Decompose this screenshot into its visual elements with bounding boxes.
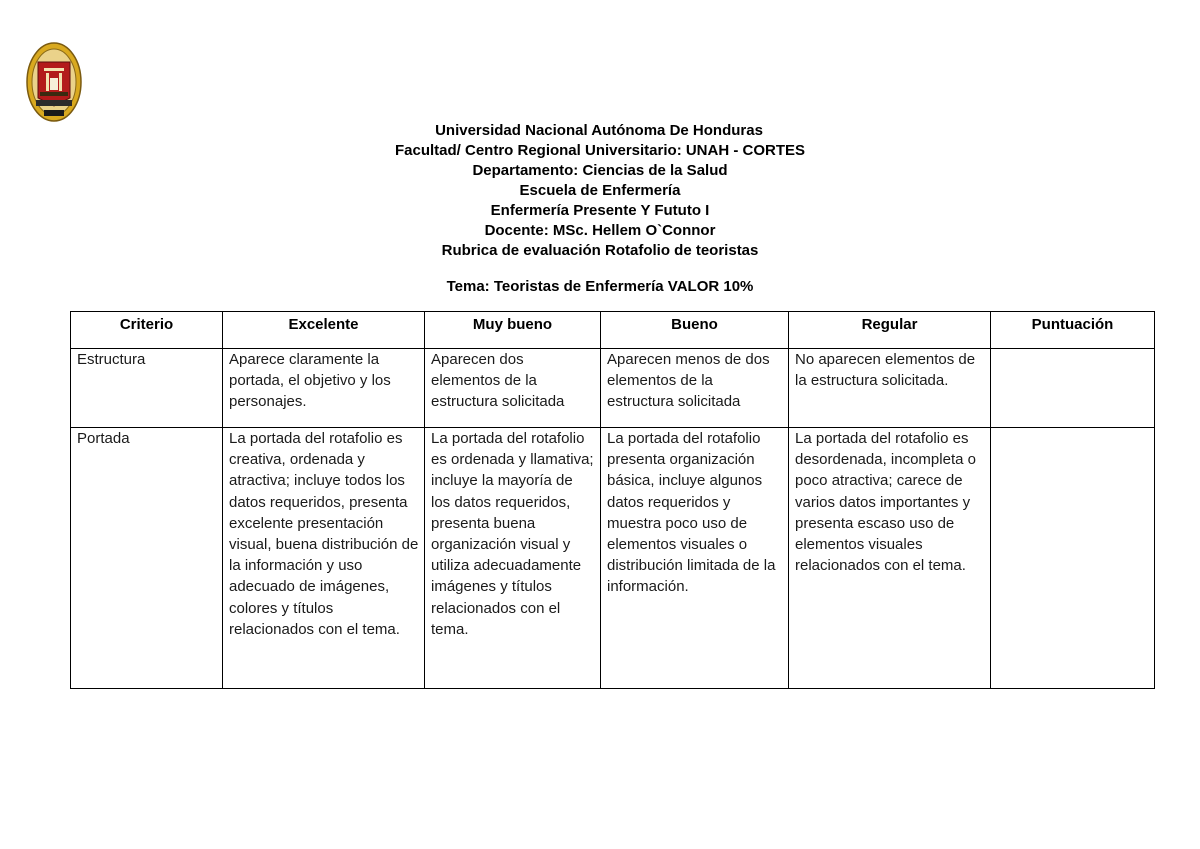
table-row: [71, 428, 1155, 689]
university-name: Universidad Nacional Autónoma De Honduras: [435, 122, 763, 139]
rubric-title: Rubrica de evaluación Rotafolio de teoristas: [441, 242, 759, 259]
tema-line: Tema: Teoristas de Enfermería VALOR 10%: [446, 278, 754, 295]
cell-excelente: La portada del rotafolio es creativa, ordenada y atractiva; incluye todos los datos requeridos, presenta excelente presentación visual, buena distribución de la información y uso adecuado de imágenes, colores y títulos relacionados con el tema.: [223, 428, 425, 689]
course-line: Enfermería Presente Y Fututo I: [490, 202, 710, 219]
cell-muy-bueno: La portada del rotafolio es ordenada y llamativa; incluye la mayoría de los datos requeridos, presenta buena organización visual y utiliza adecuadamente imágenes y títulos relacionados con el tema.: [425, 428, 601, 689]
cell-regular: La portada del rotafolio es desordenada, incompleta o poco atractiva; carece de varios datos importantes y presenta escaso uso de elementos visuales relacionados con el tema.: [789, 428, 991, 689]
column-header-puntuacion: Puntuación: [991, 312, 1155, 349]
column-header-muy-bueno: Muy bueno: [425, 312, 601, 349]
rubric-table: [70, 311, 1155, 689]
school-line: Escuela de Enfermería: [519, 182, 681, 199]
cell-regular: No aparecen elementos de la estructura solicitada.: [789, 349, 991, 428]
column-header-bueno: Bueno: [601, 312, 789, 349]
column-header-criterio: Criterio: [71, 312, 223, 349]
cell-bueno: Aparecen menos de dos elementos de la estructura solicitada: [601, 349, 789, 428]
cell-bueno: La portada del rotafolio presenta organización básica, incluye algunos datos requeridos y muestra poco uso de elementos visuales o distribución limitada de la información.: [601, 428, 789, 689]
university-seal-logo: [26, 42, 82, 122]
cell-muy-bueno: Aparecen dos elementos de la estructura solicitada: [425, 349, 601, 428]
cell-criterio: Portada: [71, 428, 223, 689]
column-header-excelente: Excelente: [223, 312, 425, 349]
table-header-row: [71, 312, 1155, 349]
teacher-line: Docente: MSc. Hellem O`Connor: [484, 222, 716, 239]
cell-puntuacion: [991, 428, 1155, 689]
column-header-regular: Regular: [789, 312, 991, 349]
faculty-line: Facultad/ Centro Regional Universitario: UNAH - CORTES: [394, 142, 806, 159]
cell-criterio: Estructura: [71, 349, 223, 428]
cell-puntuacion: [991, 349, 1155, 428]
table-row: [71, 349, 1155, 428]
cell-excelente: Aparece claramente la portada, el objetivo y los personajes.: [223, 349, 425, 428]
document-header: [0, 121, 1200, 261]
department-line: Departamento: Ciencias de la Salud: [472, 162, 728, 179]
